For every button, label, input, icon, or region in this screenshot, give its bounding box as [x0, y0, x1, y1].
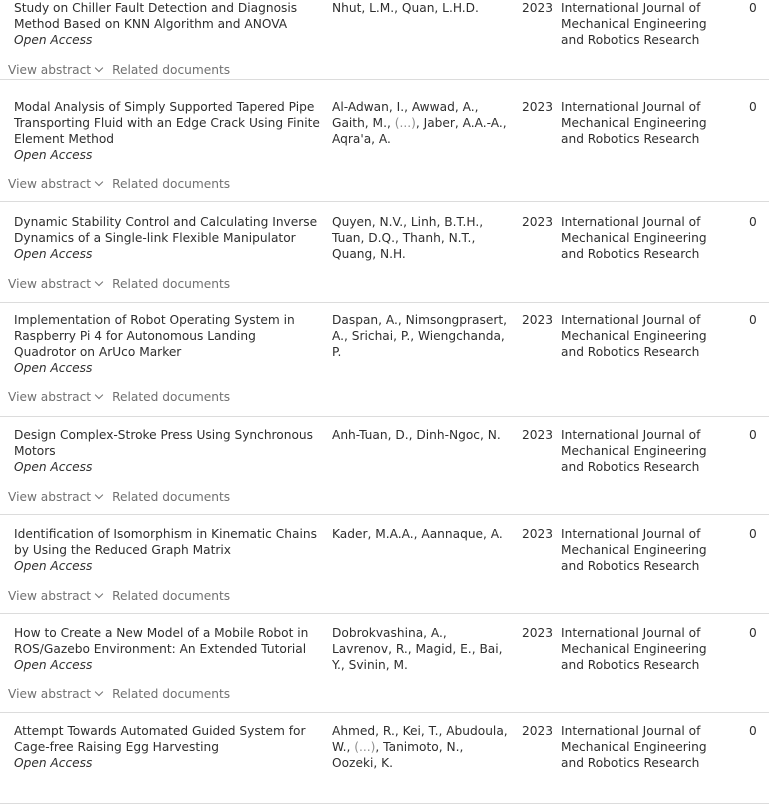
author-link[interactable]: Thanh, N.T.	[402, 231, 472, 245]
year-cell: 2023	[522, 100, 554, 114]
document-title-cell	[14, 526, 320, 574]
view-abstract-label: View abstract	[8, 177, 92, 191]
row-actions	[8, 588, 230, 604]
author-separator: ,	[404, 100, 412, 114]
authors-cell	[332, 427, 508, 443]
author-separator: ,	[459, 740, 464, 754]
author-link[interactable]: Lavrenov, R.	[332, 642, 408, 656]
chevron-down-icon	[95, 178, 103, 186]
author-separator: ,	[471, 231, 476, 245]
author-link[interactable]: Kader, M.A.A.	[332, 527, 414, 541]
document-title-cell	[14, 723, 320, 771]
related-documents-link[interactable]: Related documents	[112, 177, 231, 191]
view-abstract-label: View abstract	[8, 277, 92, 291]
result-row	[0, 0, 769, 80]
related-documents-link[interactable]: Related documents	[112, 277, 231, 291]
view-abstract-label: View abstract	[8, 687, 92, 701]
author-link[interactable]: Dobrokvashina, A.	[332, 626, 443, 640]
source-title-link[interactable]: International Journal of Mechanical Engineering and Robotics Research	[561, 313, 707, 359]
authors-cell	[332, 526, 508, 542]
author-separator: ,	[344, 329, 352, 343]
chevron-down-icon	[95, 278, 103, 286]
author-link[interactable]: Quang, N.H.	[332, 247, 406, 261]
chevron-down-icon	[95, 391, 103, 399]
citations-count: 0	[749, 1, 757, 15]
citations-count: 0	[749, 527, 757, 541]
source-title-link[interactable]: International Journal of Mechanical Engineering and Robotics Research	[561, 527, 707, 573]
author-separator: ,	[397, 313, 406, 327]
year-cell: 2023	[522, 527, 554, 541]
author-separator: ,	[415, 116, 424, 130]
more-authors-link[interactable]: (...)	[394, 116, 416, 130]
document-title-link[interactable]: How to Create a New Model of a Mobile Robot in ROS/Gazebo Environment: An Extended Tutorial	[14, 626, 309, 656]
author-link[interactable]: Oozeki, K.	[332, 756, 394, 770]
authors-cell	[332, 312, 508, 360]
related-documents-link[interactable]: Related documents	[112, 390, 231, 404]
citations-count: 0	[749, 215, 757, 229]
author-separator: ,	[403, 215, 411, 229]
row-actions	[8, 176, 230, 192]
result-row	[0, 99, 769, 202]
source-title-link[interactable]: International Journal of Mechanical Engineering and Robotics Research	[561, 1, 707, 47]
author-separator: ,	[471, 642, 480, 656]
author-separator: ,	[407, 642, 416, 656]
result-row	[0, 214, 769, 303]
document-title-cell	[14, 214, 320, 262]
author-separator: ,	[394, 724, 403, 738]
document-title-cell	[14, 99, 320, 163]
author-separator: ,	[394, 231, 403, 245]
row-actions	[8, 62, 230, 78]
author-link[interactable]: Bai, Y.	[332, 642, 503, 672]
open-access-label: Open Access	[14, 756, 93, 770]
author-separator: ,	[394, 1, 402, 15]
author-separator: ,	[479, 215, 484, 229]
open-access-label: Open Access	[14, 247, 93, 261]
author-separator: ,	[410, 329, 418, 343]
author-separator: ,	[340, 658, 349, 672]
author-link[interactable]: Anh-Tuan, D.	[332, 428, 409, 442]
view-abstract-button[interactable]	[8, 589, 102, 603]
related-documents-link[interactable]: Related documents	[112, 687, 231, 701]
result-row	[0, 427, 769, 515]
open-access-label: Open Access	[14, 559, 93, 573]
authors-cell	[332, 625, 508, 673]
year-cell: 2023	[522, 626, 554, 640]
source-title-link[interactable]: International Journal of Mechanical Engineering and Robotics Research	[561, 428, 707, 474]
related-documents-link[interactable]: Related documents	[112, 490, 231, 504]
authors-cell	[332, 214, 508, 262]
row-actions	[8, 389, 230, 405]
author-link[interactable]: Quyen, N.V.	[332, 215, 404, 229]
author-separator: ,	[346, 740, 355, 754]
row-actions	[8, 489, 230, 505]
document-title-link[interactable]: Modal Analysis of Simply Supported Tapered Pipe Transporting Fluid with an Edge Crack Using Finite Element Method	[14, 100, 320, 146]
author-separator: ,	[474, 100, 479, 114]
year-cell: 2023	[522, 313, 554, 327]
chevron-down-icon	[95, 688, 103, 696]
author-link[interactable]: Magid, E.	[415, 642, 472, 656]
open-access-label: Open Access	[14, 460, 93, 474]
document-title-cell	[14, 0, 320, 48]
author-link[interactable]: Dinh-Ngoc, N.	[416, 428, 501, 442]
author-link[interactable]: Aannaque, A.	[421, 527, 503, 541]
author-link[interactable]: Al-Adwan, I.	[332, 100, 405, 114]
document-title-link[interactable]: Design Complex-Stroke Press Using Synchronous Motors	[14, 428, 314, 458]
row-actions	[8, 276, 230, 292]
citations-count: 0	[749, 724, 757, 738]
result-row	[0, 526, 769, 614]
open-access-label: Open Access	[14, 658, 93, 672]
related-documents-link[interactable]: Related documents	[112, 63, 231, 77]
view-abstract-button[interactable]	[8, 687, 102, 701]
author-link[interactable]: Aqra'a, A.	[332, 132, 391, 146]
author-link[interactable]: Awwad, A.	[411, 100, 475, 114]
year-cell: 2023	[522, 724, 554, 738]
open-access-label: Open Access	[14, 361, 93, 375]
authors-cell	[332, 723, 508, 771]
view-abstract-label: View abstract	[8, 589, 92, 603]
author-separator: ,	[413, 527, 422, 541]
document-title-link[interactable]: Study on Chiller Fault Detection and Diagnosis Method Based on KNN Algorithm and ANOVA	[14, 1, 298, 31]
author-link[interactable]: Linh, B.T.H.	[410, 215, 480, 229]
source-title-link[interactable]: International Journal of Mechanical Engineering and Robotics Research	[561, 724, 707, 770]
citations-count: 0	[749, 313, 757, 327]
year-cell: 2023	[522, 1, 554, 15]
author-separator: ,	[502, 116, 507, 130]
row-actions	[8, 686, 230, 702]
author-separator: ,	[386, 116, 395, 130]
chevron-down-icon	[95, 64, 103, 72]
document-title-link[interactable]: Attempt Towards Automated Guided System for Cage-free Raising Egg Harvesting	[14, 724, 306, 754]
year-cell: 2023	[522, 428, 554, 442]
authors-cell	[332, 99, 508, 147]
citations-count: 0	[749, 428, 757, 442]
author-link[interactable]: Srichai, P.	[351, 329, 411, 343]
document-title-cell	[14, 427, 320, 475]
view-abstract-button[interactable]	[8, 177, 102, 191]
author-link[interactable]: Ahmed, R.	[332, 724, 395, 738]
view-abstract-button[interactable]	[8, 490, 102, 504]
citations-count: 0	[749, 626, 757, 640]
author-separator: ,	[438, 724, 447, 738]
author-link[interactable]: Daspan, A.	[332, 313, 398, 327]
document-title-cell	[14, 625, 320, 673]
citations-count: 0	[749, 100, 757, 114]
open-access-label: Open Access	[14, 33, 93, 47]
author-link[interactable]: Tuan, D.Q.	[332, 231, 395, 245]
source-title-link[interactable]: International Journal of Mechanical Engineering and Robotics Research	[561, 626, 707, 672]
author-link[interactable]: Nhut, L.M.	[332, 1, 395, 15]
related-documents-link[interactable]: Related documents	[112, 589, 231, 603]
document-title-link[interactable]: Identification of Isomorphism in Kinematic Chains by Using the Reduced Graph Matrix	[14, 527, 317, 557]
view-abstract-button[interactable]	[8, 63, 102, 77]
author-link[interactable]: Abudoula, W.	[332, 724, 508, 754]
author-link[interactable]: Svinin, M.	[348, 658, 408, 672]
chevron-down-icon	[95, 491, 103, 499]
author-separator: ,	[408, 428, 417, 442]
result-row	[0, 312, 769, 417]
view-abstract-label: View abstract	[8, 63, 92, 77]
author-separator: ,	[375, 740, 384, 754]
author-link[interactable]: Kei, T.	[402, 724, 439, 738]
more-authors-link[interactable]: (...)	[354, 740, 376, 754]
author-separator: ,	[442, 626, 447, 640]
document-title-link[interactable]: Implementation of Robot Operating System in Raspberry Pi 4 for Autonomous Landing Quadrotor on ArUco Marker	[14, 313, 295, 359]
author-link[interactable]: Nimsongprasert, A.	[332, 313, 508, 343]
author-link[interactable]: Gaith, M.	[332, 116, 387, 130]
author-link[interactable]: Tanimoto, N.	[383, 740, 460, 754]
document-title-link[interactable]: Dynamic Stability Control and Calculating Inverse Dynamics of a Single-link Flexible Manipulator	[14, 215, 318, 245]
open-access-label: Open Access	[14, 148, 93, 162]
view-abstract-label: View abstract	[8, 490, 92, 504]
authors-cell	[332, 0, 508, 16]
year-cell: 2023	[522, 215, 554, 229]
source-title-link[interactable]: International Journal of Mechanical Engineering and Robotics Research	[561, 215, 707, 261]
result-row	[0, 625, 769, 713]
document-title-cell	[14, 312, 320, 376]
view-abstract-button[interactable]	[8, 390, 102, 404]
author-link[interactable]: Jaber, A.A.-A.	[423, 116, 503, 130]
chevron-down-icon	[95, 590, 103, 598]
result-row	[0, 723, 769, 804]
view-abstract-button[interactable]	[8, 277, 102, 291]
author-link[interactable]: Wiengchanda, P.	[332, 329, 505, 359]
author-link[interactable]: Quan, L.H.D.	[401, 1, 479, 15]
source-title-link[interactable]: International Journal of Mechanical Engineering and Robotics Research	[561, 100, 707, 146]
view-abstract-label: View abstract	[8, 390, 92, 404]
